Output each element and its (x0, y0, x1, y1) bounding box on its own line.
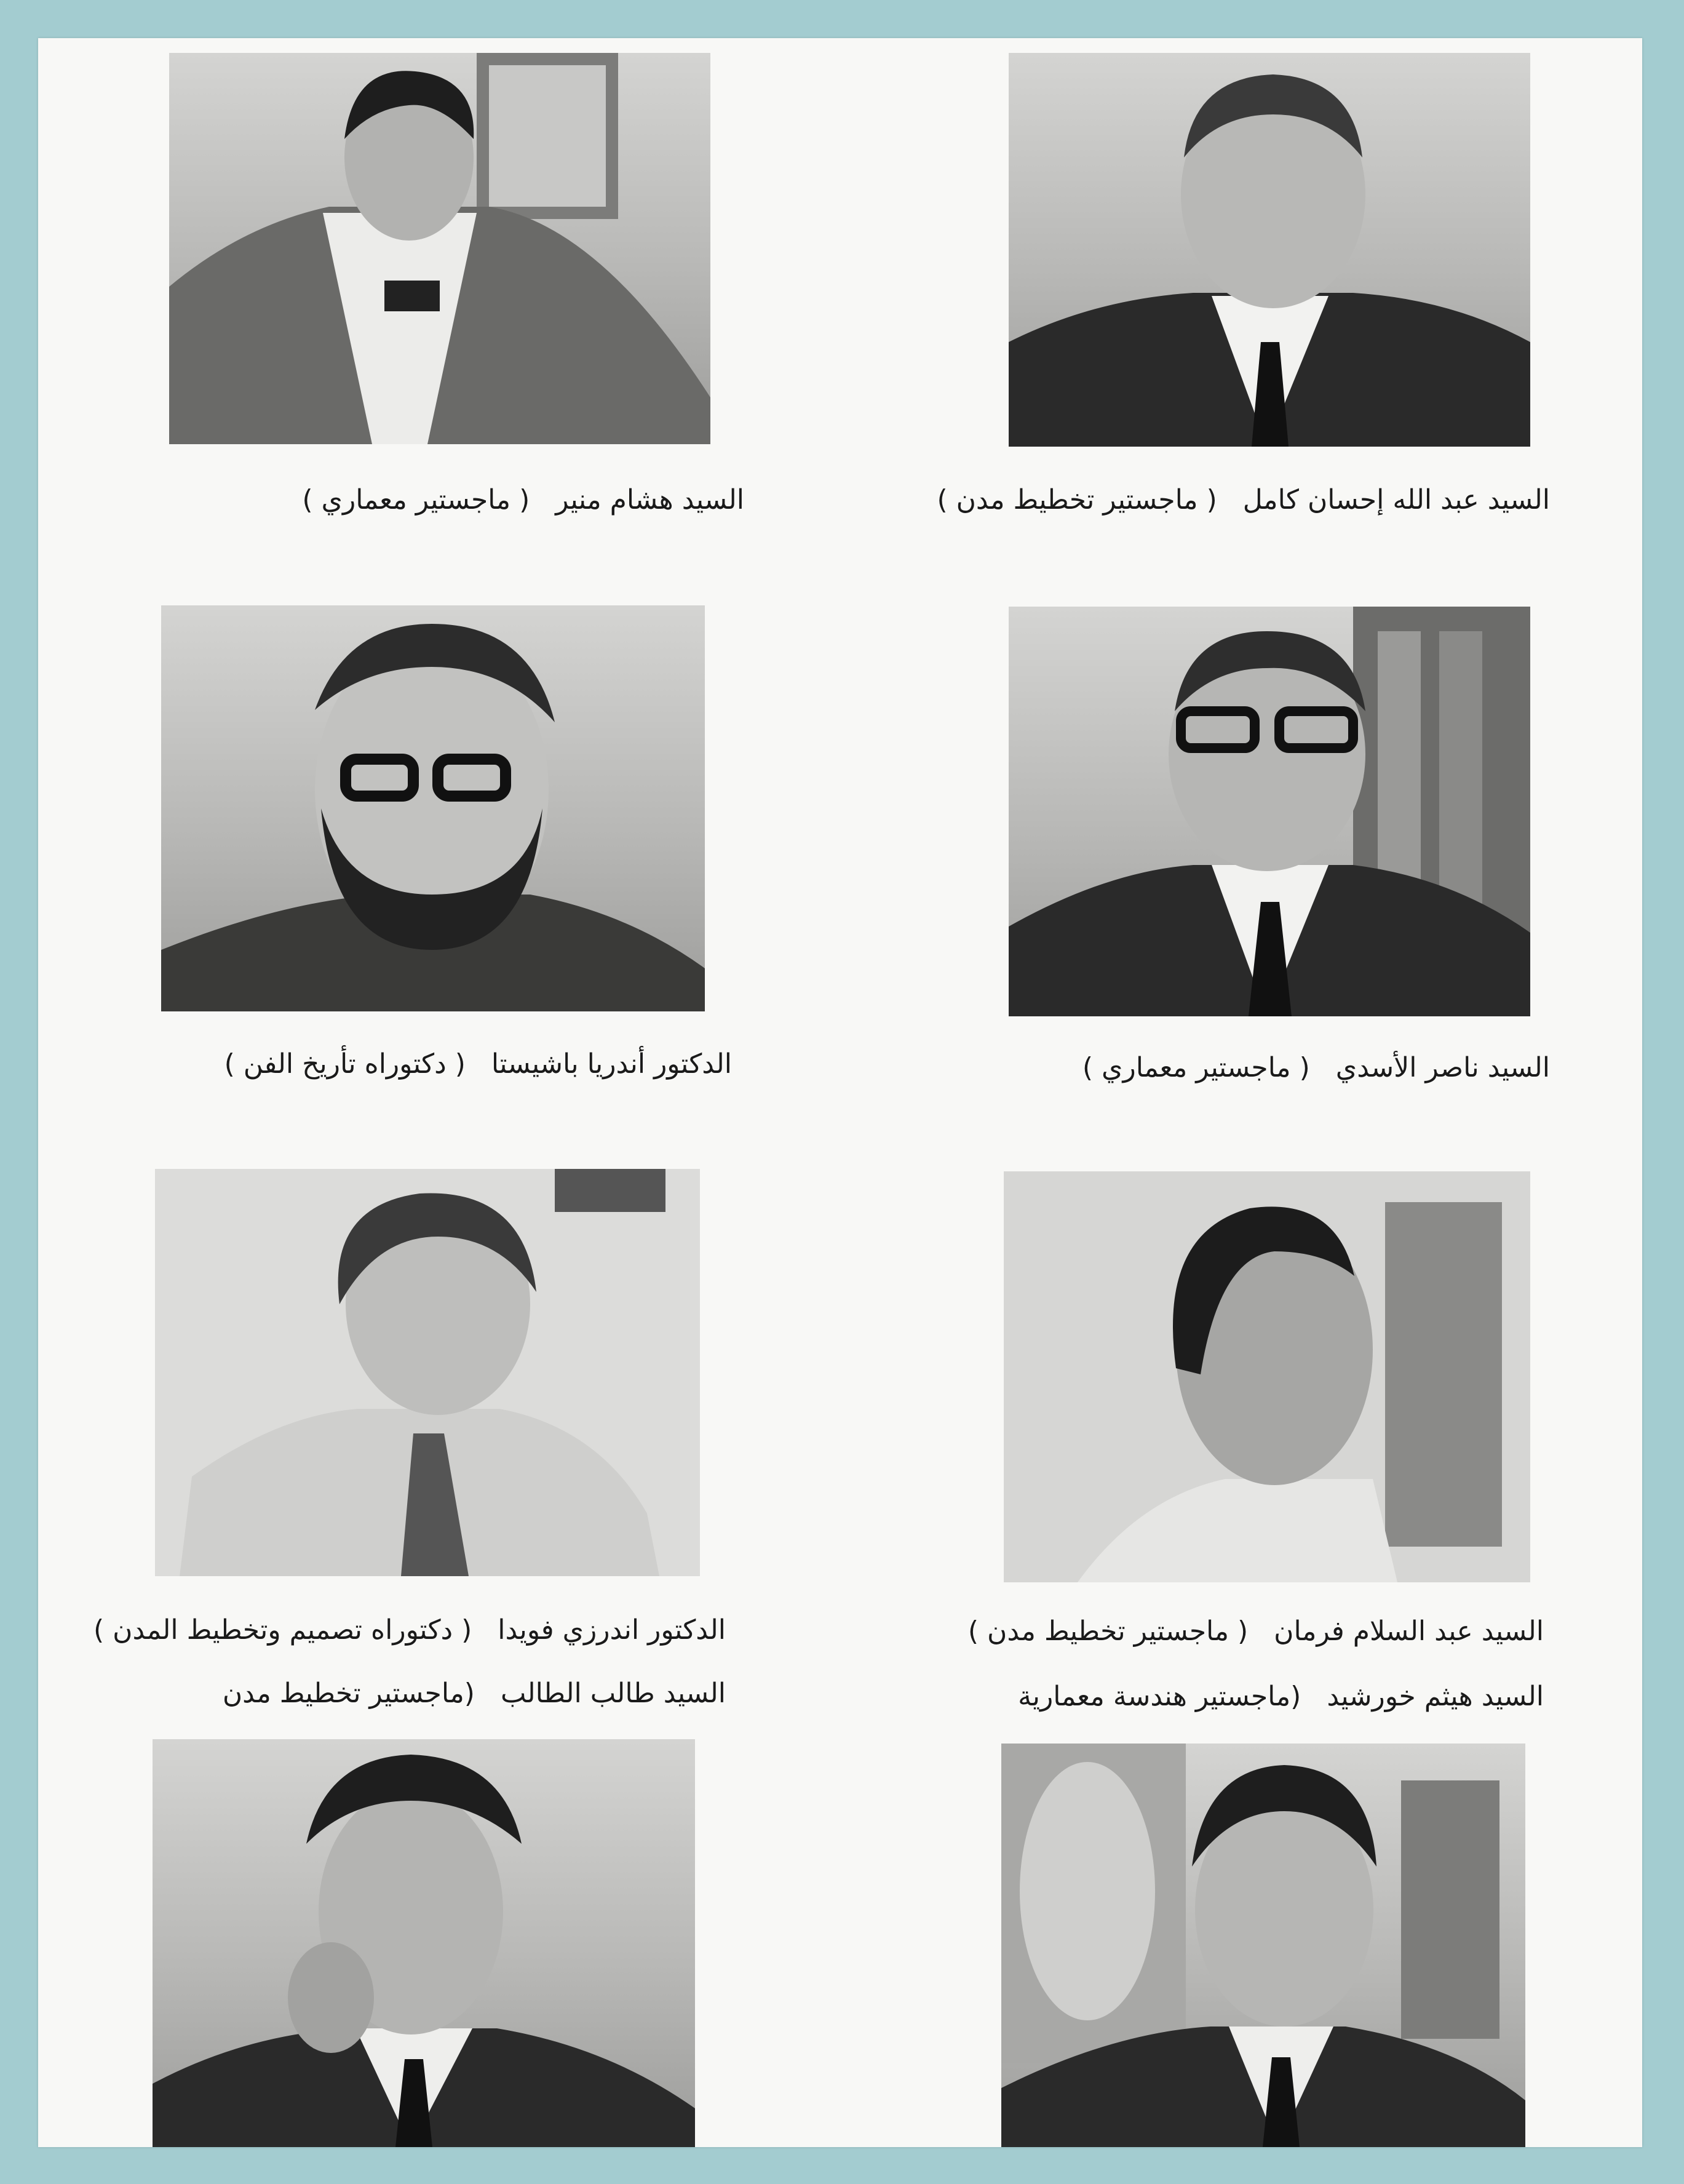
person-degree: ( دكتوراه تأريخ الفن ) (224, 1048, 466, 1080)
person-degree: (ماجستير تخطيط مدن (222, 1678, 475, 1709)
person-degree: ( ماجستير تخطيط مدن ) (937, 484, 1217, 516)
caption (1018, 1681, 1544, 1712)
person-name: السيد عبد السلام فرمان (1274, 1616, 1544, 1647)
portrait-photo (1009, 607, 1530, 1016)
person-name: السيد هشام منير (555, 484, 744, 516)
caption (937, 484, 1550, 516)
person-degree: ( دكتوراه تصميم وتخطيط المدن ) (93, 1614, 472, 1646)
portrait-photo (1001, 1744, 1525, 2147)
caption (93, 1614, 726, 1646)
caption (223, 1678, 726, 1709)
person-degree: ( ماجستير معماري ) (1082, 1052, 1310, 1083)
person-name: الدكتور اندرزي فويدا (498, 1614, 726, 1646)
person-name: السيد عبد الله إحسان كامل (1242, 484, 1550, 516)
person-degree: ( ماجستير تخطيط مدن ) (967, 1616, 1249, 1647)
caption (968, 1616, 1544, 1647)
portrait-photo (153, 1739, 695, 2147)
person-name: السيد هيثم خورشيد (1327, 1681, 1544, 1712)
page (38, 38, 1642, 2147)
person-name: السيد ناصر الأسدي (1335, 1052, 1550, 1083)
portrait-photo (161, 605, 705, 1011)
person-degree: ( ماجستير معماري ) (302, 484, 530, 516)
portrait-photo (155, 1169, 700, 1576)
caption (224, 1048, 732, 1080)
portrait-photo (169, 53, 710, 444)
caption (302, 484, 744, 516)
caption (1082, 1052, 1550, 1083)
portrait-photo (1009, 53, 1530, 447)
person-name: الدكتور أندريا باشيستا (491, 1048, 732, 1080)
portrait-photo (1004, 1171, 1530, 1582)
person-name: السيد طالب الطالب (500, 1678, 726, 1709)
person-degree: (ماجستير هندسة معمارية (1018, 1681, 1301, 1712)
